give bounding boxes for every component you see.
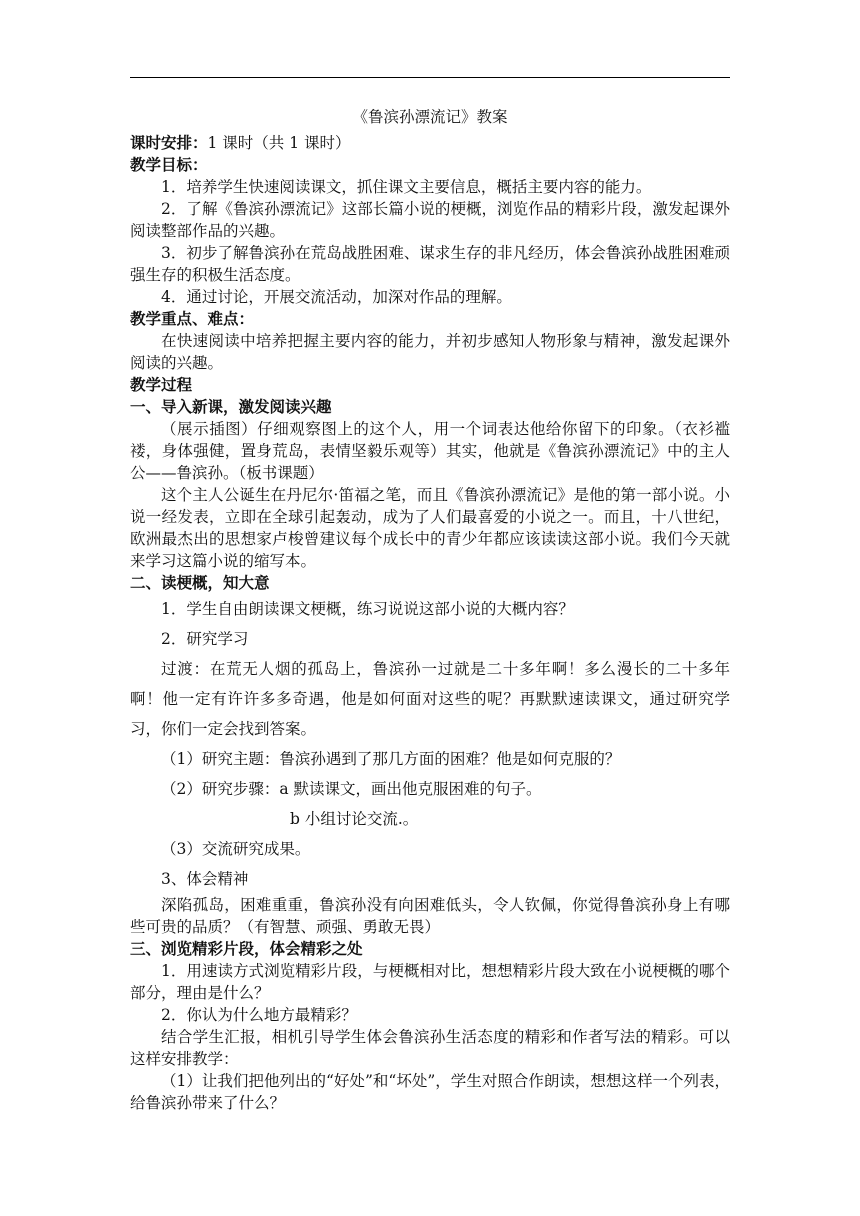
schedule-line xyxy=(130,132,730,154)
schedule-label: 课时安排： xyxy=(130,133,208,152)
section-1-paragraph: （展示插图）仔细观察图上的这个人，用一个词表达他给你留下的印象。（衣衫褴褛，身体强健，置身荒岛，表情坚毅乐观等）其实，他就是《鲁滨孙漂流记》中的主人公——鲁滨孙。（板书课题） xyxy=(130,420,730,482)
section-2-item: 3、体会精神 xyxy=(161,870,249,888)
document-title: 《鲁滨孙漂流记》教案 xyxy=(352,108,508,126)
section-1-heading: 一、导入新课，激发阅读兴趣 xyxy=(130,397,332,416)
objective-item: 2．了解《鲁滨孙漂流记》这部长篇小说的梗概，浏览作品的精彩片段，激发起课外阅读整部作品的兴趣。 xyxy=(130,200,730,240)
section-3-paragraph: 结合学生汇报，相机引导学生体会鲁滨孙生活态度的精彩和作者写法的精彩。可以这样安排教学： xyxy=(130,1028,730,1068)
research-steps: （2）研究步骤：a 默读课文，画出他克服困难的句子。 xyxy=(161,780,542,798)
research-share: （3）交流研究成果。 xyxy=(161,840,311,858)
keypoints-text: 在快速阅读中培养把握主要内容的能力，并初步感知人物形象与精神，激发起课外阅读的兴趣。 xyxy=(130,332,730,372)
section-3-heading: 三、浏览精彩片段，体会精彩之处 xyxy=(130,939,363,958)
section-2-heading: 二、读梗概，知大意 xyxy=(130,573,270,592)
objectives-heading: 教学目标： xyxy=(130,155,208,174)
section-3-paragraph: （1）让我们把他列出的“好处”和“坏处”，学生对照合作朗读，想想这样一个列表，给鲁滨孙带来了什么？ xyxy=(130,1072,730,1112)
schedule-text: 1 课时（共 1 课时） xyxy=(207,134,351,152)
objective-item: 1．培养学生快速阅读课文，抓住课文主要信息，概括主要内容的能力。 xyxy=(161,178,652,196)
header-rule xyxy=(130,77,730,78)
keypoints-heading: 教学重点、难点： xyxy=(130,309,255,328)
research-topic: （1）研究主题：鲁滨孙遇到了那几方面的困难？他是如何克服的？ xyxy=(161,750,621,768)
objective-item: 4．通过讨论，开展交流活动，加深对作品的理解。 xyxy=(161,288,512,306)
process-heading: 教学过程 xyxy=(130,375,193,394)
transition-paragraph: 过渡：在荒无人烟的孤岛上，鲁滨孙一过就是二十多年啊！多么漫长的二十多年啊！他一定有许许多多奇遇，他是如何面对这些的呢？再默默速读课文，通过研究学习，你们一定会找到答案。 xyxy=(130,660,730,738)
section-2-item: 1．学生自由朗读课文梗概，练习说说这部小说的大概内容？ xyxy=(161,600,574,618)
research-step-b: b 小组讨论交流.。 xyxy=(290,810,419,828)
section-1-paragraph: 这个主人公诞生在丹尼尔·笛福之笔，而且《鲁滨孙漂流记》是他的第一部小说。小说一经发表，立即在全球引起轰动，成为了人们最喜爱的小说之一。而且，十八世纪，欧洲最杰出的思想家卢梭曾建议每个成长中的青少年都应该读读这部小说。我们今天就来学习这篇小说的缩写本。 xyxy=(130,486,730,570)
section-3-item: 2．你认为什么地方最精彩？ xyxy=(161,1006,357,1024)
section-3-item: 1．用速读方式浏览精彩片段，与梗概相对比，想想精彩片段大致在小说梗概的哪个部分，理由是什么？ xyxy=(130,962,730,1002)
lesson-plan-document xyxy=(130,100,730,1114)
spirit-paragraph: 深陷孤岛，困难重重，鲁滨孙没有向困难低头，令人钦佩，你觉得鲁滨孙身上有哪些可贵的品质？（有智慧、顽强、勇敢无畏） xyxy=(130,896,730,936)
objective-item: 3．初步了解鲁滨孙在荒岛战胜困难、谋求生存的非凡经历，体会鲁滨孙战胜困难顽强生存的积极生活态度。 xyxy=(130,244,730,284)
section-2-item: 2．研究学习 xyxy=(161,630,249,648)
